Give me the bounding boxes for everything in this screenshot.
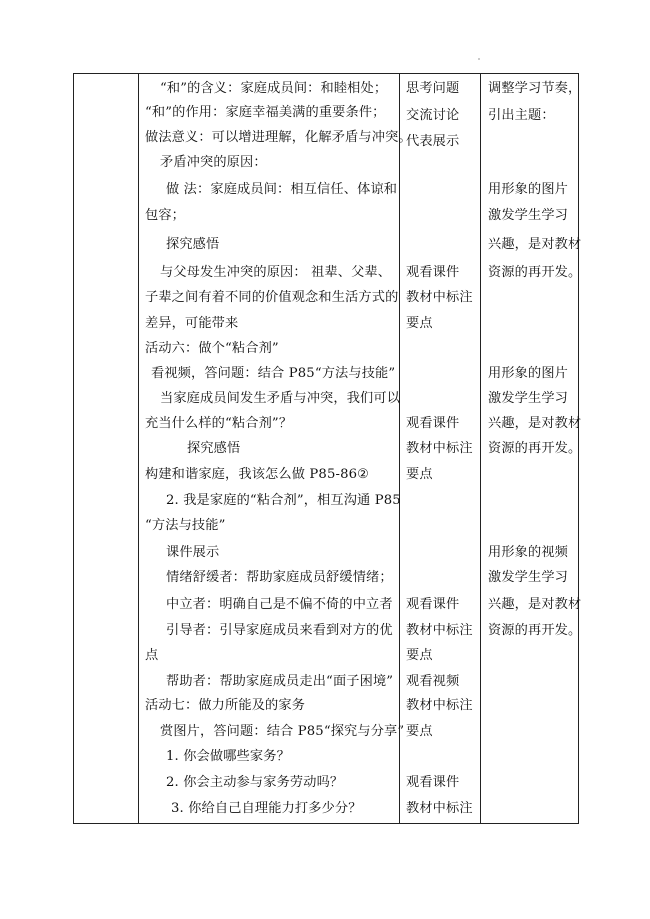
content-line: “和”的作用：家庭幸福美满的重要条件； [145,105,386,120]
content-line: 中立者：明确自己是不偏不倚的中立者 [166,597,393,612]
activity-line: 思考问题 [406,81,460,96]
intent-line: 激发学生学习 [488,208,569,223]
content-line: 活动六：做个“粘合剂” [145,341,279,356]
intent-line: 兴趣，是对教材 [488,416,582,431]
content-line: 探究感悟 [187,441,241,456]
content-line: 矛盾冲突的原因： [160,155,267,170]
content-line: 引导者：引导家庭成员来看到对方的优 [166,623,393,638]
activity-line: 交流讨论 [406,108,460,123]
content-line: 与父母发生冲突的原因： 祖辈、父辈、 [160,265,392,280]
content-line: 情绪舒缓者：帮助家庭成员舒缓情绪； [166,570,393,585]
table-top-border [73,73,579,74]
content-line: 活动七：做力所能及的家务 [145,698,306,713]
intent-line: 用形象的视频 [488,545,569,560]
column-divider-2 [399,73,400,824]
content-line: “方法与技能” [145,518,226,533]
content-line: 看视频，答问题：结合 P85“方法与技能” [151,366,396,381]
activity-line: 代表展示 [406,134,460,149]
content-line: 1. 你会做哪些家务？ [166,749,290,764]
activity-line: 观看课件 [406,775,460,790]
intent-line: 兴趣，是对教材 [488,597,582,612]
activity-line: 教材中标注 [406,623,473,638]
activity-line: 观看视频 [406,674,460,689]
table-bottom-border [73,823,579,824]
content-line: 包容； [145,208,186,223]
content-line: 帮助者：帮助家庭成员走出“面子困境” [166,674,394,689]
content-line: 3. 你给自己自理能力打多少分？ [171,801,362,816]
intent-line: 用形象的图片 [488,182,569,197]
activity-line: 教材中标注 [406,441,473,456]
content-line: 2. 你会主动参与家务劳动吗？ [166,775,344,790]
scan-dot [478,58,480,60]
intent-line: 兴趣，是对教材 [488,237,582,252]
activity-line: 观看课件 [406,597,460,612]
content-line: 点 [145,648,159,663]
intent-line: 资源的再开发。 [488,441,582,456]
intent-line: 资源的再开发。 [488,623,582,638]
content-line: 当家庭成员间发生矛盾与冲突，我们可以 [160,391,401,406]
column-divider-1 [138,73,139,824]
column-divider-3 [480,73,481,824]
content-line: 2. 我是家庭的“粘合剂”，相互沟通 P85 [166,493,401,508]
activity-line: 教材中标注 [406,801,473,816]
content-line: 构建和谐家庭，我该怎么做 P85-86② [145,467,370,482]
activity-line: 观看课件 [406,416,460,431]
content-line: 子辈之间有着不同的价值观念和生活方式的 [145,290,399,305]
content-line: 做法意义：可以增进理解，化解矛盾与冲突。 [145,130,412,145]
content-line: 充当什么样的“粘合剂”？ [145,416,293,431]
intent-line: 引出主题： [488,108,555,123]
intent-line: 资源的再开发。 [488,265,582,280]
activity-line: 要点 [406,316,433,331]
intent-line: 激发学生学习 [488,391,569,406]
activity-line: 教材中标注 [406,290,473,305]
content-line: 探究感悟 [166,237,220,252]
content-line: “和”的含义：家庭成员间：和睦相处； [160,81,388,96]
intent-line: 用形象的图片 [488,366,569,381]
table-left-border [73,73,74,824]
activity-line: 观看课件 [406,265,460,280]
content-line: 赏图片，答问题：结合 P85“探究与分享” [160,724,405,739]
content-line: 课件展示 [166,545,220,560]
activity-line: 要点 [406,724,433,739]
activity-line: 要点 [406,648,433,663]
activity-line: 要点 [406,467,433,482]
activity-line: 教材中标注 [406,698,473,713]
intent-line: 调整学习节奏， [488,81,582,96]
content-line: 做 法：家庭成员间：相互信任、体谅和 [166,182,398,197]
intent-line: 激发学生学习 [488,570,569,585]
content-line: 差异，可能带来 [145,316,239,331]
